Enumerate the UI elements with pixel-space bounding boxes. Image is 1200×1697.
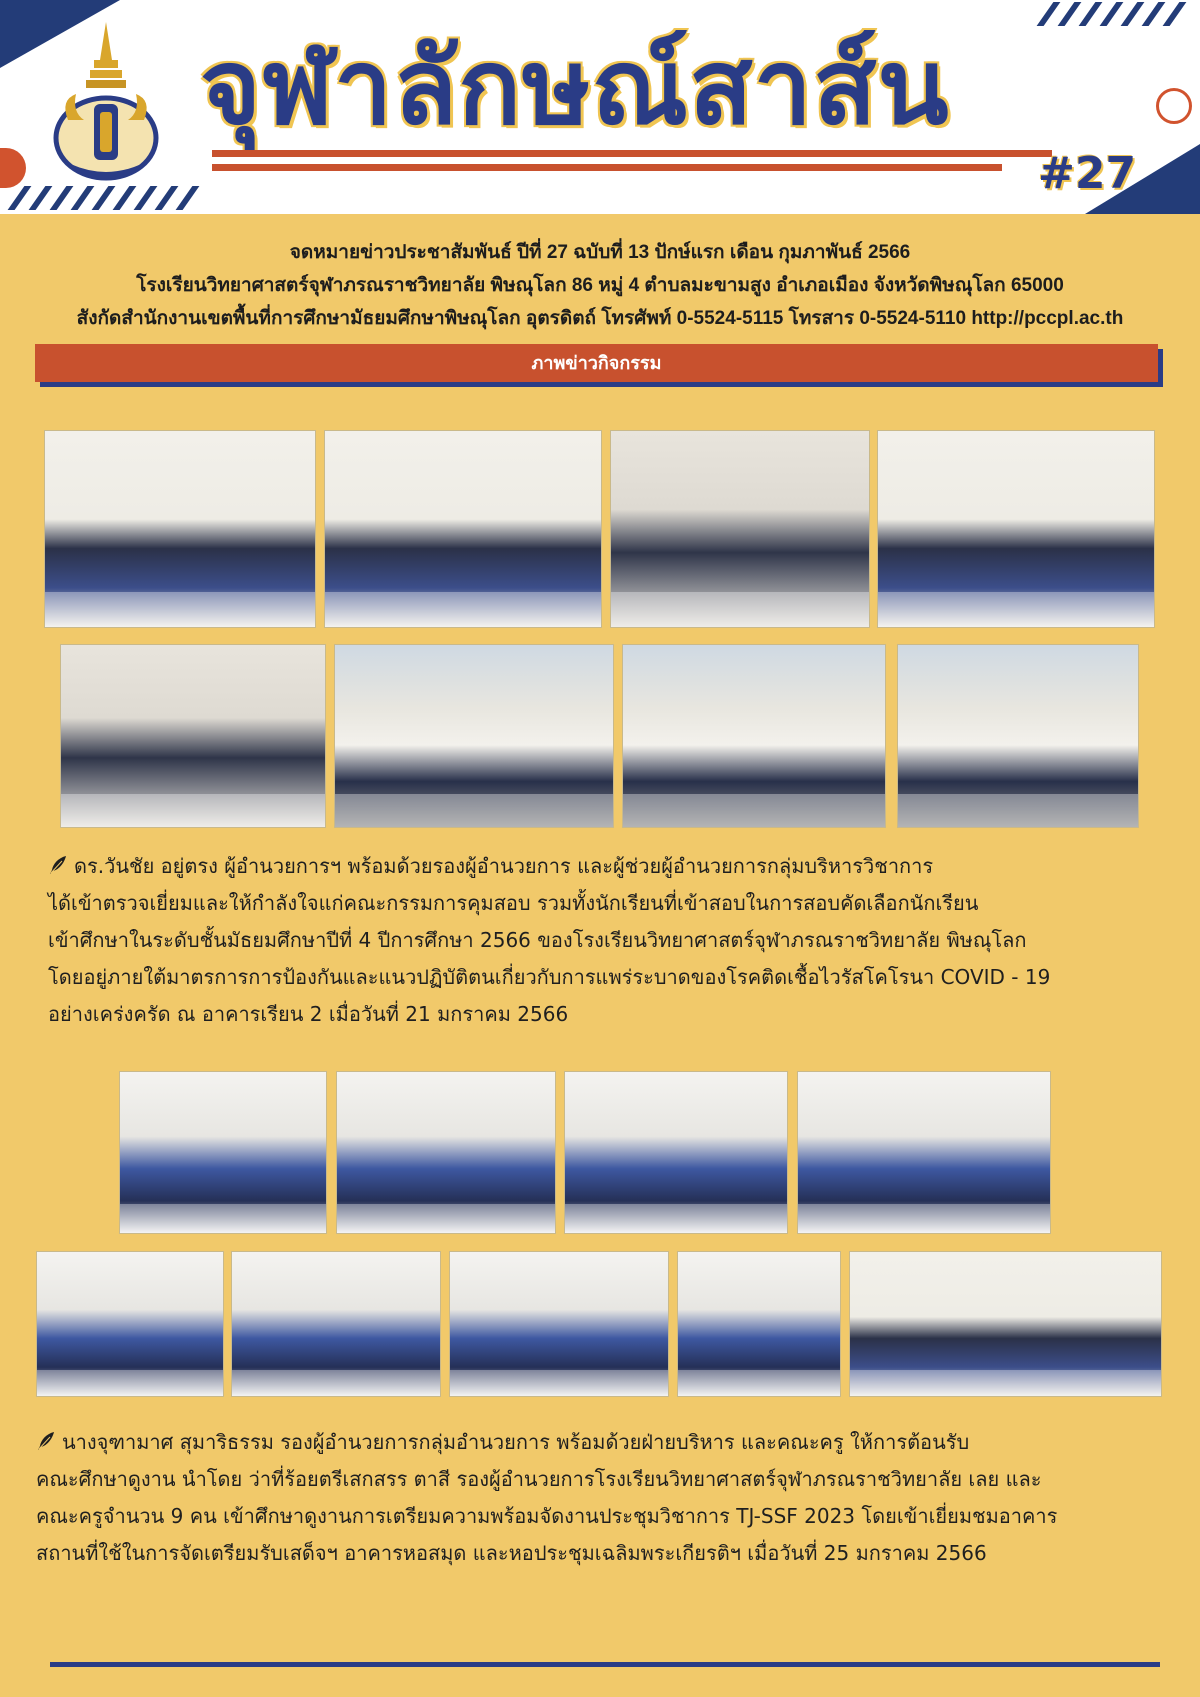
masthead <box>0 0 1200 214</box>
newsletter-info <box>0 236 1200 335</box>
paragraph-line: ได้เข้าตรวจเยี่ยมและให้กำลังใจแก่คณะกรรมการคุมสอบ รวมทั้งนักเรียนที่เข้าสอบในการสอบคัดเลือกนักเรียน <box>48 891 979 915</box>
stripe-decoration <box>1045 2 1192 28</box>
activity-photo <box>797 1071 1051 1234</box>
paragraph-line: นางจุฑามาศ สุมาริธรรม รองผู้อำนวยการกลุ่มอำนวยการ พร้อมด้วยฝ่ายบริหาร และคณะครู ให้การต้อนรับ <box>62 1430 970 1454</box>
activity-photo <box>677 1251 841 1397</box>
activity-photo <box>849 1251 1162 1397</box>
newsletter-title: จุฬาลักษณ์สาส์น <box>200 25 950 148</box>
school-emblem-icon <box>50 20 162 182</box>
issue-number: #27 <box>1038 148 1137 199</box>
paragraph-line: คณะครูจำนวน 9 คน เข้าศึกษาดูงานการเตรียมความพร้อมจัดงานประชุมวิชาการ TJ-SSF 2023 โดยเข้าเยี่ยมชมอาคาร <box>36 1504 1058 1528</box>
activity-photo <box>36 1251 224 1397</box>
paragraph-line: ดร.วันชัย อยู่ตรง ผู้อำนวยการฯ พร้อมด้วยรองผู้อำนวยการ และผู้ช่วยผู้อำนวยการกลุ่มบริหารวิชาการ <box>74 854 934 878</box>
info-line: โรงเรียนวิทยาศาสตร์จุฬาภรณราชวิทยาลัย พิษณุโลก 86 หมู่ 4 ตำบลมะขามสูง อำเภอเมือง จังหวัดพิษณุโลก 65000 <box>136 275 1064 296</box>
paragraph-line: สถานที่ใช้ในการจัดเตรียมรับเสด็จฯ อาคารหอสมุด และหอประชุมเฉลิมพระเกียรติฯ เมื่อวันที่ 25 มกราคม 2566 <box>36 1541 987 1565</box>
activity-photo <box>610 430 870 628</box>
title-underline <box>212 150 1052 157</box>
info-line: สังกัดสำนักงานเขตพื้นที่การศึกษามัธยมศึกษาพิษณุโลก อุตรดิตถ์ โทรศัพท์ 0-5524-5115 โทรสาร 0-5524-5110 http://pccpl.ac.th <box>76 308 1124 329</box>
paragraph-line: เข้าศึกษาในระดับชั้นมัธยมศึกษาปีที่ 4 ปีการศึกษา 2566 ของโรงเรียนวิทยาศาสตร์จุฬาภรณราชวิทยาลัย พิษณุโลก <box>48 928 1027 952</box>
feather-pen-icon <box>48 855 68 875</box>
footer-divider <box>50 1662 1160 1667</box>
paragraph-line: อย่างเคร่งครัด ณ อาคารเรียน 2 เมื่อวันที่ 21 มกราคม 2566 <box>48 1002 569 1026</box>
activity-photo <box>622 644 886 828</box>
paragraph-line: โดยอยู่ภายใต้มาตรการการป้องกันและแนวปฏิบัติตนเกี่ยวกับการแพร่ระบาดของโรคติดเชื้อไวรัสโคโรนา COVID - 19 <box>48 965 1051 989</box>
activity-photo <box>119 1071 327 1234</box>
feather-pen-icon <box>36 1431 56 1451</box>
paragraph-line: คณะศึกษาดูงาน นำโดย ว่าที่ร้อยตรีเสกสรร ตาสี รองผู้อำนวยการโรงเรียนวิทยาศาสตร์จุฬาภรณราชวิทยาลัย เลย และ <box>36 1467 1042 1491</box>
activity-photo <box>334 644 614 828</box>
activity-photo <box>44 430 316 628</box>
activity-photo <box>564 1071 788 1234</box>
activity-photo <box>449 1251 669 1397</box>
info-line: จดหมายข่าวประชาสัมพันธ์ ปีที่ 27 ฉบับที่ 13 ปักษ์แรก เดือน กุมภาพันธ์ 2566 <box>289 242 911 263</box>
ring-decoration <box>1156 88 1192 124</box>
section-banner: ภาพข่าวกิจกรรม <box>35 344 1158 382</box>
circle-decoration <box>0 148 26 188</box>
stripe-decoration <box>16 186 205 212</box>
activity-photo <box>60 644 326 828</box>
activity-photo <box>231 1251 441 1397</box>
activity-photo <box>897 644 1139 828</box>
activity-photo <box>877 430 1155 628</box>
news-paragraph <box>36 1426 1057 1574</box>
news-paragraph <box>48 850 1050 1035</box>
title-underline <box>212 164 1002 171</box>
activity-photo <box>336 1071 556 1234</box>
activity-photo <box>324 430 602 628</box>
